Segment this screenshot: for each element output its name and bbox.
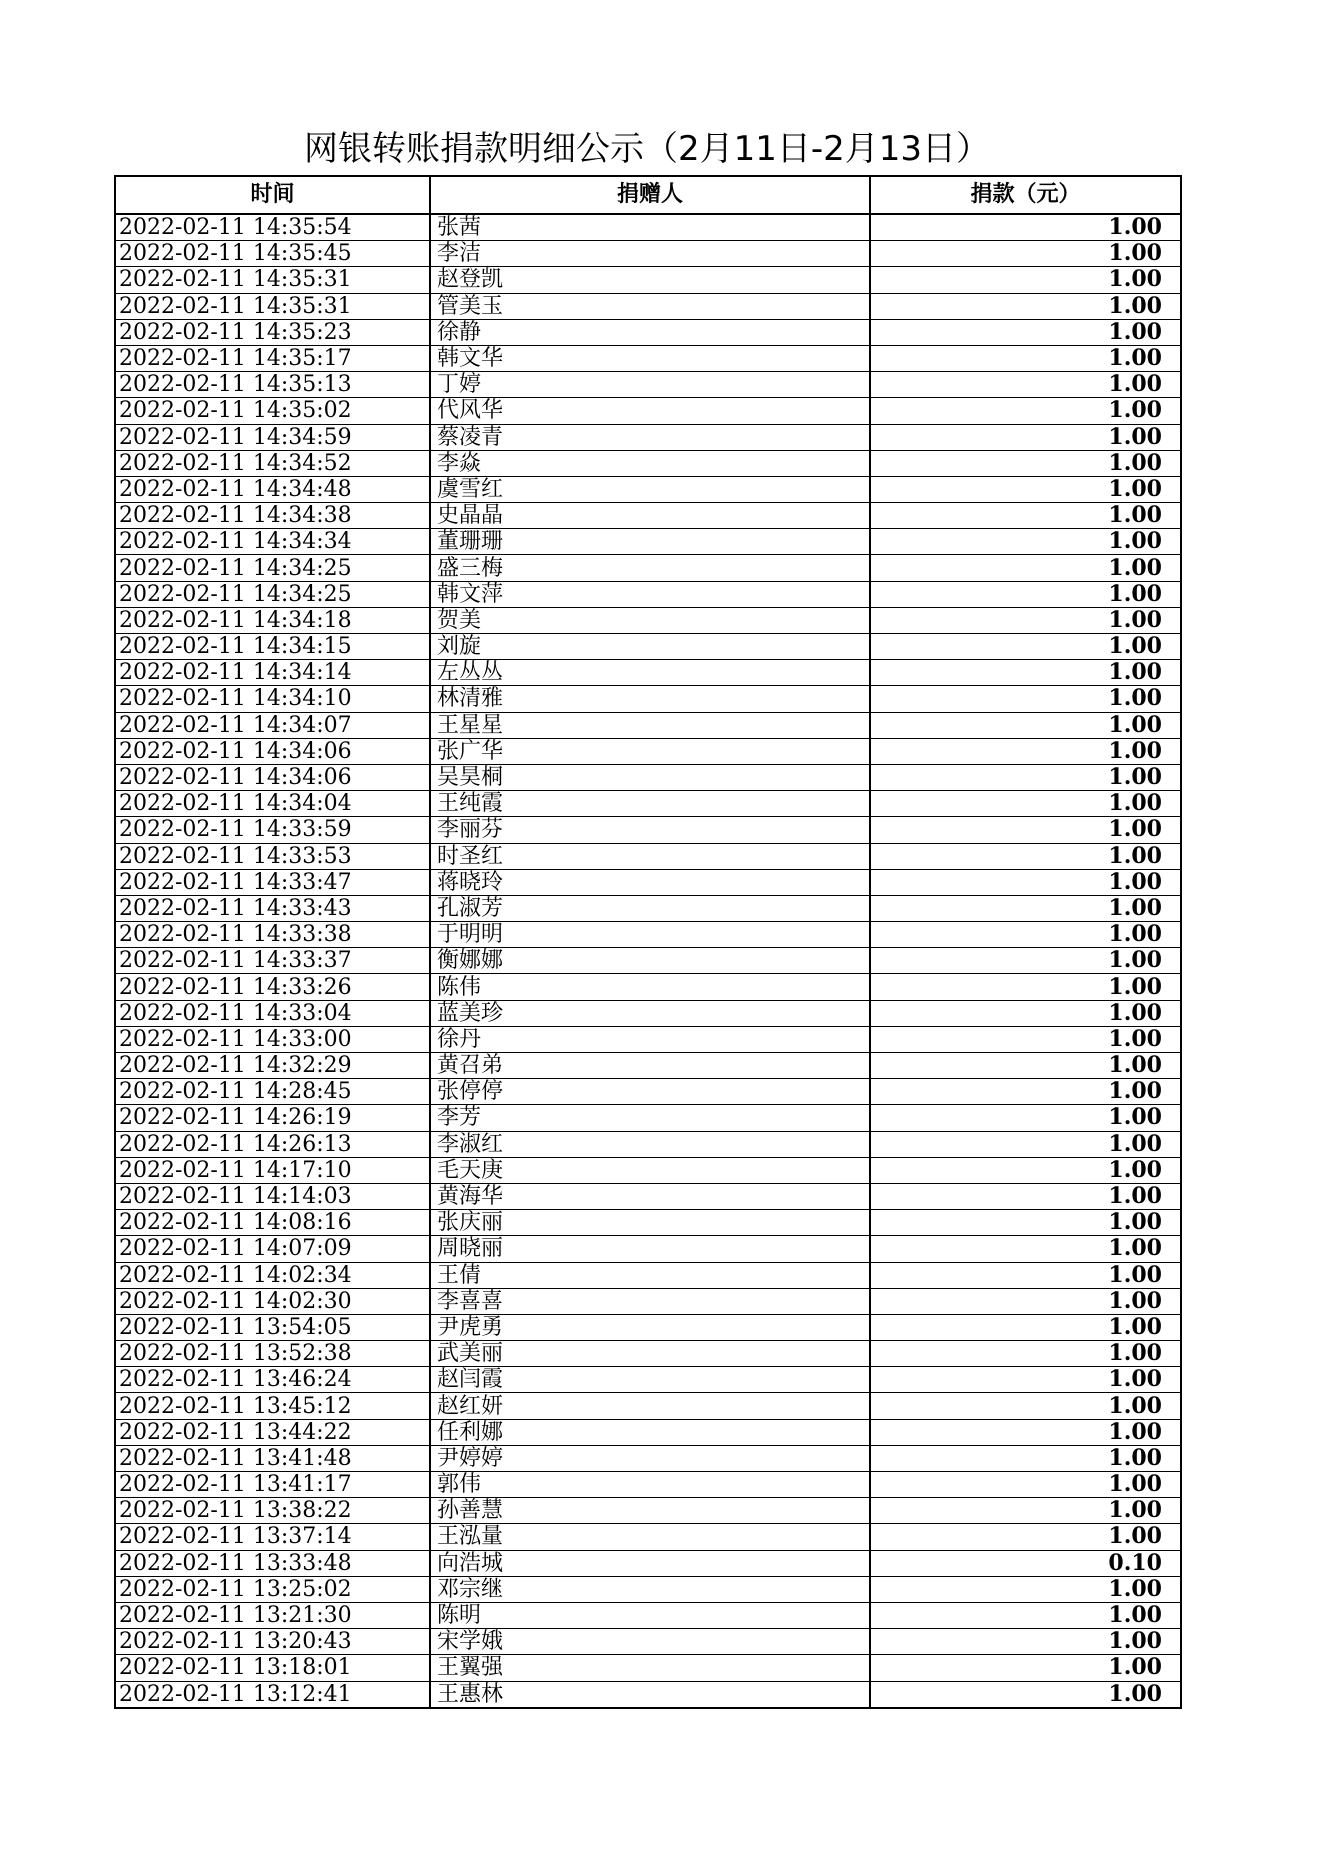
cell-time: 2022-02-11 14:14:03 bbox=[115, 1183, 430, 1209]
cell-time: 2022-02-11 14:34:04 bbox=[115, 791, 430, 817]
cell-amount: 1.00 bbox=[870, 1524, 1181, 1550]
cell-time: 2022-02-11 13:18:01 bbox=[115, 1655, 430, 1681]
cell-time: 2022-02-11 14:33:37 bbox=[115, 948, 430, 974]
cell-time: 2022-02-11 14:33:26 bbox=[115, 974, 430, 1000]
cell-donor: 黄召弟 bbox=[430, 1053, 870, 1079]
table-row bbox=[115, 1445, 1181, 1471]
cell-donor: 王纯霞 bbox=[430, 791, 870, 817]
cell-donor: 林清雅 bbox=[430, 686, 870, 712]
table-row bbox=[115, 974, 1181, 1000]
cell-donor: 赵闫霞 bbox=[430, 1367, 870, 1393]
cell-amount: 1.00 bbox=[870, 895, 1181, 921]
table-row bbox=[115, 1681, 1181, 1708]
donation-table bbox=[114, 175, 1182, 1709]
column-header-donor: 捐赠人 bbox=[430, 176, 870, 214]
cell-donor: 韩文萍 bbox=[430, 581, 870, 607]
table-row bbox=[115, 922, 1181, 948]
cell-amount: 1.00 bbox=[870, 1602, 1181, 1628]
page-title: 网银转账捐款明细公示（2月11日-2月13日） bbox=[303, 129, 991, 169]
cell-time: 2022-02-11 13:12:41 bbox=[115, 1681, 430, 1708]
table-row bbox=[115, 1314, 1181, 1340]
cell-amount: 1.00 bbox=[870, 398, 1181, 424]
table-row bbox=[115, 450, 1181, 476]
cell-donor: 尹虎勇 bbox=[430, 1314, 870, 1340]
table-row bbox=[115, 398, 1181, 424]
table-row bbox=[115, 319, 1181, 345]
cell-amount: 1.00 bbox=[870, 1210, 1181, 1236]
cell-donor: 邓宗继 bbox=[430, 1576, 870, 1602]
table-row bbox=[115, 1472, 1181, 1498]
cell-time: 2022-02-11 14:35:45 bbox=[115, 241, 430, 267]
cell-donor: 李淑红 bbox=[430, 1131, 870, 1157]
cell-amount: 1.00 bbox=[870, 791, 1181, 817]
cell-amount: 1.00 bbox=[870, 1576, 1181, 1602]
cell-time: 2022-02-11 14:34:25 bbox=[115, 581, 430, 607]
table-row bbox=[115, 686, 1181, 712]
cell-amount: 1.00 bbox=[870, 503, 1181, 529]
cell-time: 2022-02-11 14:33:04 bbox=[115, 1000, 430, 1026]
cell-amount: 1.00 bbox=[870, 660, 1181, 686]
cell-amount: 1.00 bbox=[870, 1367, 1181, 1393]
cell-time: 2022-02-11 14:28:45 bbox=[115, 1079, 430, 1105]
table-row bbox=[115, 895, 1181, 921]
cell-donor: 陈明 bbox=[430, 1602, 870, 1628]
cell-donor: 任利娜 bbox=[430, 1419, 870, 1445]
cell-time: 2022-02-11 14:34:25 bbox=[115, 555, 430, 581]
table-row bbox=[115, 581, 1181, 607]
cell-amount: 1.00 bbox=[870, 1053, 1181, 1079]
cell-time: 2022-02-11 13:41:17 bbox=[115, 1472, 430, 1498]
cell-time: 2022-02-11 14:34:48 bbox=[115, 476, 430, 502]
cell-donor: 韩文华 bbox=[430, 345, 870, 371]
cell-amount: 1.00 bbox=[870, 555, 1181, 581]
table-row bbox=[115, 1157, 1181, 1183]
cell-amount: 1.00 bbox=[870, 607, 1181, 633]
table-row bbox=[115, 948, 1181, 974]
cell-amount: 1.00 bbox=[870, 1655, 1181, 1681]
cell-donor: 毛天庚 bbox=[430, 1157, 870, 1183]
cell-donor: 史晶晶 bbox=[430, 503, 870, 529]
table-row bbox=[115, 764, 1181, 790]
cell-amount: 0.10 bbox=[870, 1550, 1181, 1576]
cell-amount: 1.00 bbox=[870, 1393, 1181, 1419]
cell-time: 2022-02-11 13:25:02 bbox=[115, 1576, 430, 1602]
cell-amount: 1.00 bbox=[870, 1419, 1181, 1445]
column-header-amount: 捐款（元） bbox=[870, 176, 1181, 214]
cell-time: 2022-02-11 14:35:54 bbox=[115, 214, 430, 241]
cell-time: 2022-02-11 13:33:48 bbox=[115, 1550, 430, 1576]
cell-time: 2022-02-11 14:07:09 bbox=[115, 1236, 430, 1262]
cell-amount: 1.00 bbox=[870, 529, 1181, 555]
cell-donor: 代风华 bbox=[430, 398, 870, 424]
cell-amount: 1.00 bbox=[870, 712, 1181, 738]
cell-amount: 1.00 bbox=[870, 1131, 1181, 1157]
cell-amount: 1.00 bbox=[870, 372, 1181, 398]
cell-donor: 刘旋 bbox=[430, 634, 870, 660]
cell-amount: 1.00 bbox=[870, 1000, 1181, 1026]
cell-amount: 1.00 bbox=[870, 869, 1181, 895]
cell-amount: 1.00 bbox=[870, 1445, 1181, 1471]
cell-donor: 时圣红 bbox=[430, 843, 870, 869]
cell-donor: 蓝美珍 bbox=[430, 1000, 870, 1026]
cell-donor: 向浩城 bbox=[430, 1550, 870, 1576]
cell-amount: 1.00 bbox=[870, 267, 1181, 293]
cell-time: 2022-02-11 14:17:10 bbox=[115, 1157, 430, 1183]
cell-time: 2022-02-11 14:08:16 bbox=[115, 1210, 430, 1236]
cell-donor: 张茜 bbox=[430, 214, 870, 241]
cell-time: 2022-02-11 14:33:53 bbox=[115, 843, 430, 869]
cell-donor: 于明明 bbox=[430, 922, 870, 948]
cell-time: 2022-02-11 14:26:19 bbox=[115, 1105, 430, 1131]
table-row bbox=[115, 1655, 1181, 1681]
cell-amount: 1.00 bbox=[870, 1629, 1181, 1655]
cell-time: 2022-02-11 14:33:00 bbox=[115, 1026, 430, 1052]
cell-time: 2022-02-11 13:38:22 bbox=[115, 1498, 430, 1524]
table-row bbox=[115, 660, 1181, 686]
cell-amount: 1.00 bbox=[870, 214, 1181, 241]
table-row bbox=[115, 1000, 1181, 1026]
cell-donor: 王惠林 bbox=[430, 1681, 870, 1708]
cell-amount: 1.00 bbox=[870, 1105, 1181, 1131]
table-header-row bbox=[115, 176, 1181, 214]
cell-amount: 1.00 bbox=[870, 1262, 1181, 1288]
cell-time: 2022-02-11 14:26:13 bbox=[115, 1131, 430, 1157]
table-row bbox=[115, 1053, 1181, 1079]
cell-time: 2022-02-11 13:52:38 bbox=[115, 1341, 430, 1367]
cell-time: 2022-02-11 14:32:29 bbox=[115, 1053, 430, 1079]
table-row bbox=[115, 1079, 1181, 1105]
table-row bbox=[115, 1026, 1181, 1052]
cell-amount: 1.00 bbox=[870, 1157, 1181, 1183]
cell-donor: 徐静 bbox=[430, 319, 870, 345]
cell-donor: 张庆丽 bbox=[430, 1210, 870, 1236]
table-row bbox=[115, 791, 1181, 817]
cell-donor: 赵红妍 bbox=[430, 1393, 870, 1419]
table-row bbox=[115, 712, 1181, 738]
cell-time: 2022-02-11 14:02:34 bbox=[115, 1262, 430, 1288]
table-row bbox=[115, 738, 1181, 764]
cell-donor: 管美玉 bbox=[430, 293, 870, 319]
cell-amount: 1.00 bbox=[870, 581, 1181, 607]
cell-amount: 1.00 bbox=[870, 1288, 1181, 1314]
cell-amount: 1.00 bbox=[870, 1341, 1181, 1367]
cell-time: 2022-02-11 14:34:38 bbox=[115, 503, 430, 529]
cell-amount: 1.00 bbox=[870, 1026, 1181, 1052]
cell-donor: 贺美 bbox=[430, 607, 870, 633]
cell-donor: 李焱 bbox=[430, 450, 870, 476]
cell-donor: 陈伟 bbox=[430, 974, 870, 1000]
table-row bbox=[115, 241, 1181, 267]
cell-donor: 左丛丛 bbox=[430, 660, 870, 686]
cell-amount: 1.00 bbox=[870, 764, 1181, 790]
cell-amount: 1.00 bbox=[870, 293, 1181, 319]
table-row bbox=[115, 1602, 1181, 1628]
cell-donor: 董珊珊 bbox=[430, 529, 870, 555]
cell-amount: 1.00 bbox=[870, 817, 1181, 843]
cell-amount: 1.00 bbox=[870, 1079, 1181, 1105]
cell-time: 2022-02-11 14:33:47 bbox=[115, 869, 430, 895]
table-row bbox=[115, 869, 1181, 895]
cell-donor: 李洁 bbox=[430, 241, 870, 267]
cell-amount: 1.00 bbox=[870, 948, 1181, 974]
cell-donor: 王星星 bbox=[430, 712, 870, 738]
table-row bbox=[115, 529, 1181, 555]
cell-amount: 1.00 bbox=[870, 843, 1181, 869]
cell-amount: 1.00 bbox=[870, 738, 1181, 764]
table-row bbox=[115, 503, 1181, 529]
cell-time: 2022-02-11 13:20:43 bbox=[115, 1629, 430, 1655]
table-row bbox=[115, 1576, 1181, 1602]
cell-time: 2022-02-11 14:02:30 bbox=[115, 1288, 430, 1314]
cell-amount: 1.00 bbox=[870, 424, 1181, 450]
table-row bbox=[115, 1341, 1181, 1367]
cell-amount: 1.00 bbox=[870, 1183, 1181, 1209]
table-row bbox=[115, 1105, 1181, 1131]
cell-donor: 吴昊桐 bbox=[430, 764, 870, 790]
cell-donor: 衡娜娜 bbox=[430, 948, 870, 974]
cell-donor: 周晓丽 bbox=[430, 1236, 870, 1262]
cell-amount: 1.00 bbox=[870, 1314, 1181, 1340]
table-row bbox=[115, 293, 1181, 319]
table-row bbox=[115, 1262, 1181, 1288]
cell-donor: 孔淑芳 bbox=[430, 895, 870, 921]
table-row bbox=[115, 1288, 1181, 1314]
table-row bbox=[115, 555, 1181, 581]
cell-time: 2022-02-11 14:34:34 bbox=[115, 529, 430, 555]
cell-time: 2022-02-11 14:35:17 bbox=[115, 345, 430, 371]
cell-time: 2022-02-11 14:34:06 bbox=[115, 764, 430, 790]
table-row bbox=[115, 817, 1181, 843]
table-row bbox=[115, 1629, 1181, 1655]
table-row bbox=[115, 372, 1181, 398]
cell-amount: 1.00 bbox=[870, 1498, 1181, 1524]
cell-time: 2022-02-11 14:34:06 bbox=[115, 738, 430, 764]
cell-donor: 丁婷 bbox=[430, 372, 870, 398]
cell-donor: 李喜喜 bbox=[430, 1288, 870, 1314]
table-row bbox=[115, 1498, 1181, 1524]
cell-time: 2022-02-11 14:33:43 bbox=[115, 895, 430, 921]
cell-amount: 1.00 bbox=[870, 476, 1181, 502]
table-row bbox=[115, 607, 1181, 633]
cell-donor: 孙善慧 bbox=[430, 1498, 870, 1524]
cell-donor: 武美丽 bbox=[430, 1341, 870, 1367]
cell-amount: 1.00 bbox=[870, 634, 1181, 660]
cell-time: 2022-02-11 13:41:48 bbox=[115, 1445, 430, 1471]
cell-amount: 1.00 bbox=[870, 345, 1181, 371]
cell-donor: 徐丹 bbox=[430, 1026, 870, 1052]
cell-donor: 赵登凯 bbox=[430, 267, 870, 293]
table-row bbox=[115, 267, 1181, 293]
cell-time: 2022-02-11 14:34:07 bbox=[115, 712, 430, 738]
cell-time: 2022-02-11 14:35:23 bbox=[115, 319, 430, 345]
cell-amount: 1.00 bbox=[870, 450, 1181, 476]
cell-time: 2022-02-11 14:35:02 bbox=[115, 398, 430, 424]
cell-time: 2022-02-11 14:34:14 bbox=[115, 660, 430, 686]
cell-amount: 1.00 bbox=[870, 241, 1181, 267]
cell-amount: 1.00 bbox=[870, 922, 1181, 948]
table-row bbox=[115, 345, 1181, 371]
cell-time: 2022-02-11 14:33:38 bbox=[115, 922, 430, 948]
cell-donor: 蒋晓玲 bbox=[430, 869, 870, 895]
cell-time: 2022-02-11 13:45:12 bbox=[115, 1393, 430, 1419]
cell-time: 2022-02-11 14:34:10 bbox=[115, 686, 430, 712]
cell-time: 2022-02-11 14:34:59 bbox=[115, 424, 430, 450]
cell-time: 2022-02-11 14:33:59 bbox=[115, 817, 430, 843]
cell-time: 2022-02-11 13:37:14 bbox=[115, 1524, 430, 1550]
cell-donor: 王翼强 bbox=[430, 1655, 870, 1681]
cell-donor: 宋学娥 bbox=[430, 1629, 870, 1655]
cell-donor: 王倩 bbox=[430, 1262, 870, 1288]
table-row bbox=[115, 843, 1181, 869]
cell-time: 2022-02-11 14:35:13 bbox=[115, 372, 430, 398]
cell-time: 2022-02-11 14:34:15 bbox=[115, 634, 430, 660]
cell-time: 2022-02-11 14:35:31 bbox=[115, 293, 430, 319]
table-row bbox=[115, 424, 1181, 450]
table-body bbox=[115, 214, 1181, 1708]
cell-donor: 李芳 bbox=[430, 1105, 870, 1131]
cell-time: 2022-02-11 13:46:24 bbox=[115, 1367, 430, 1393]
cell-amount: 1.00 bbox=[870, 1472, 1181, 1498]
cell-amount: 1.00 bbox=[870, 1236, 1181, 1262]
table-row bbox=[115, 476, 1181, 502]
table-row bbox=[115, 1210, 1181, 1236]
table-row bbox=[115, 1550, 1181, 1576]
cell-time: 2022-02-11 14:34:18 bbox=[115, 607, 430, 633]
cell-donor: 盛三梅 bbox=[430, 555, 870, 581]
table-row bbox=[115, 214, 1181, 241]
cell-donor: 虞雪红 bbox=[430, 476, 870, 502]
table-row bbox=[115, 1524, 1181, 1550]
cell-donor: 李丽芬 bbox=[430, 817, 870, 843]
cell-time: 2022-02-11 13:54:05 bbox=[115, 1314, 430, 1340]
table-row bbox=[115, 1183, 1181, 1209]
cell-time: 2022-02-11 13:44:22 bbox=[115, 1419, 430, 1445]
cell-time: 2022-02-11 13:21:30 bbox=[115, 1602, 430, 1628]
table-row bbox=[115, 1419, 1181, 1445]
cell-time: 2022-02-11 14:35:31 bbox=[115, 267, 430, 293]
cell-donor: 王泓量 bbox=[430, 1524, 870, 1550]
cell-donor: 尹婷婷 bbox=[430, 1445, 870, 1471]
cell-donor: 郭伟 bbox=[430, 1472, 870, 1498]
cell-amount: 1.00 bbox=[870, 686, 1181, 712]
cell-amount: 1.00 bbox=[870, 1681, 1181, 1708]
cell-donor: 张停停 bbox=[430, 1079, 870, 1105]
table-row bbox=[115, 634, 1181, 660]
cell-donor: 黄海华 bbox=[430, 1183, 870, 1209]
table-row bbox=[115, 1393, 1181, 1419]
cell-amount: 1.00 bbox=[870, 319, 1181, 345]
cell-donor: 张广华 bbox=[430, 738, 870, 764]
table-row bbox=[115, 1236, 1181, 1262]
cell-donor: 蔡凌青 bbox=[430, 424, 870, 450]
table-row bbox=[115, 1367, 1181, 1393]
cell-amount: 1.00 bbox=[870, 974, 1181, 1000]
column-header-time: 时间 bbox=[115, 176, 430, 214]
cell-time: 2022-02-11 14:34:52 bbox=[115, 450, 430, 476]
table-row bbox=[115, 1131, 1181, 1157]
